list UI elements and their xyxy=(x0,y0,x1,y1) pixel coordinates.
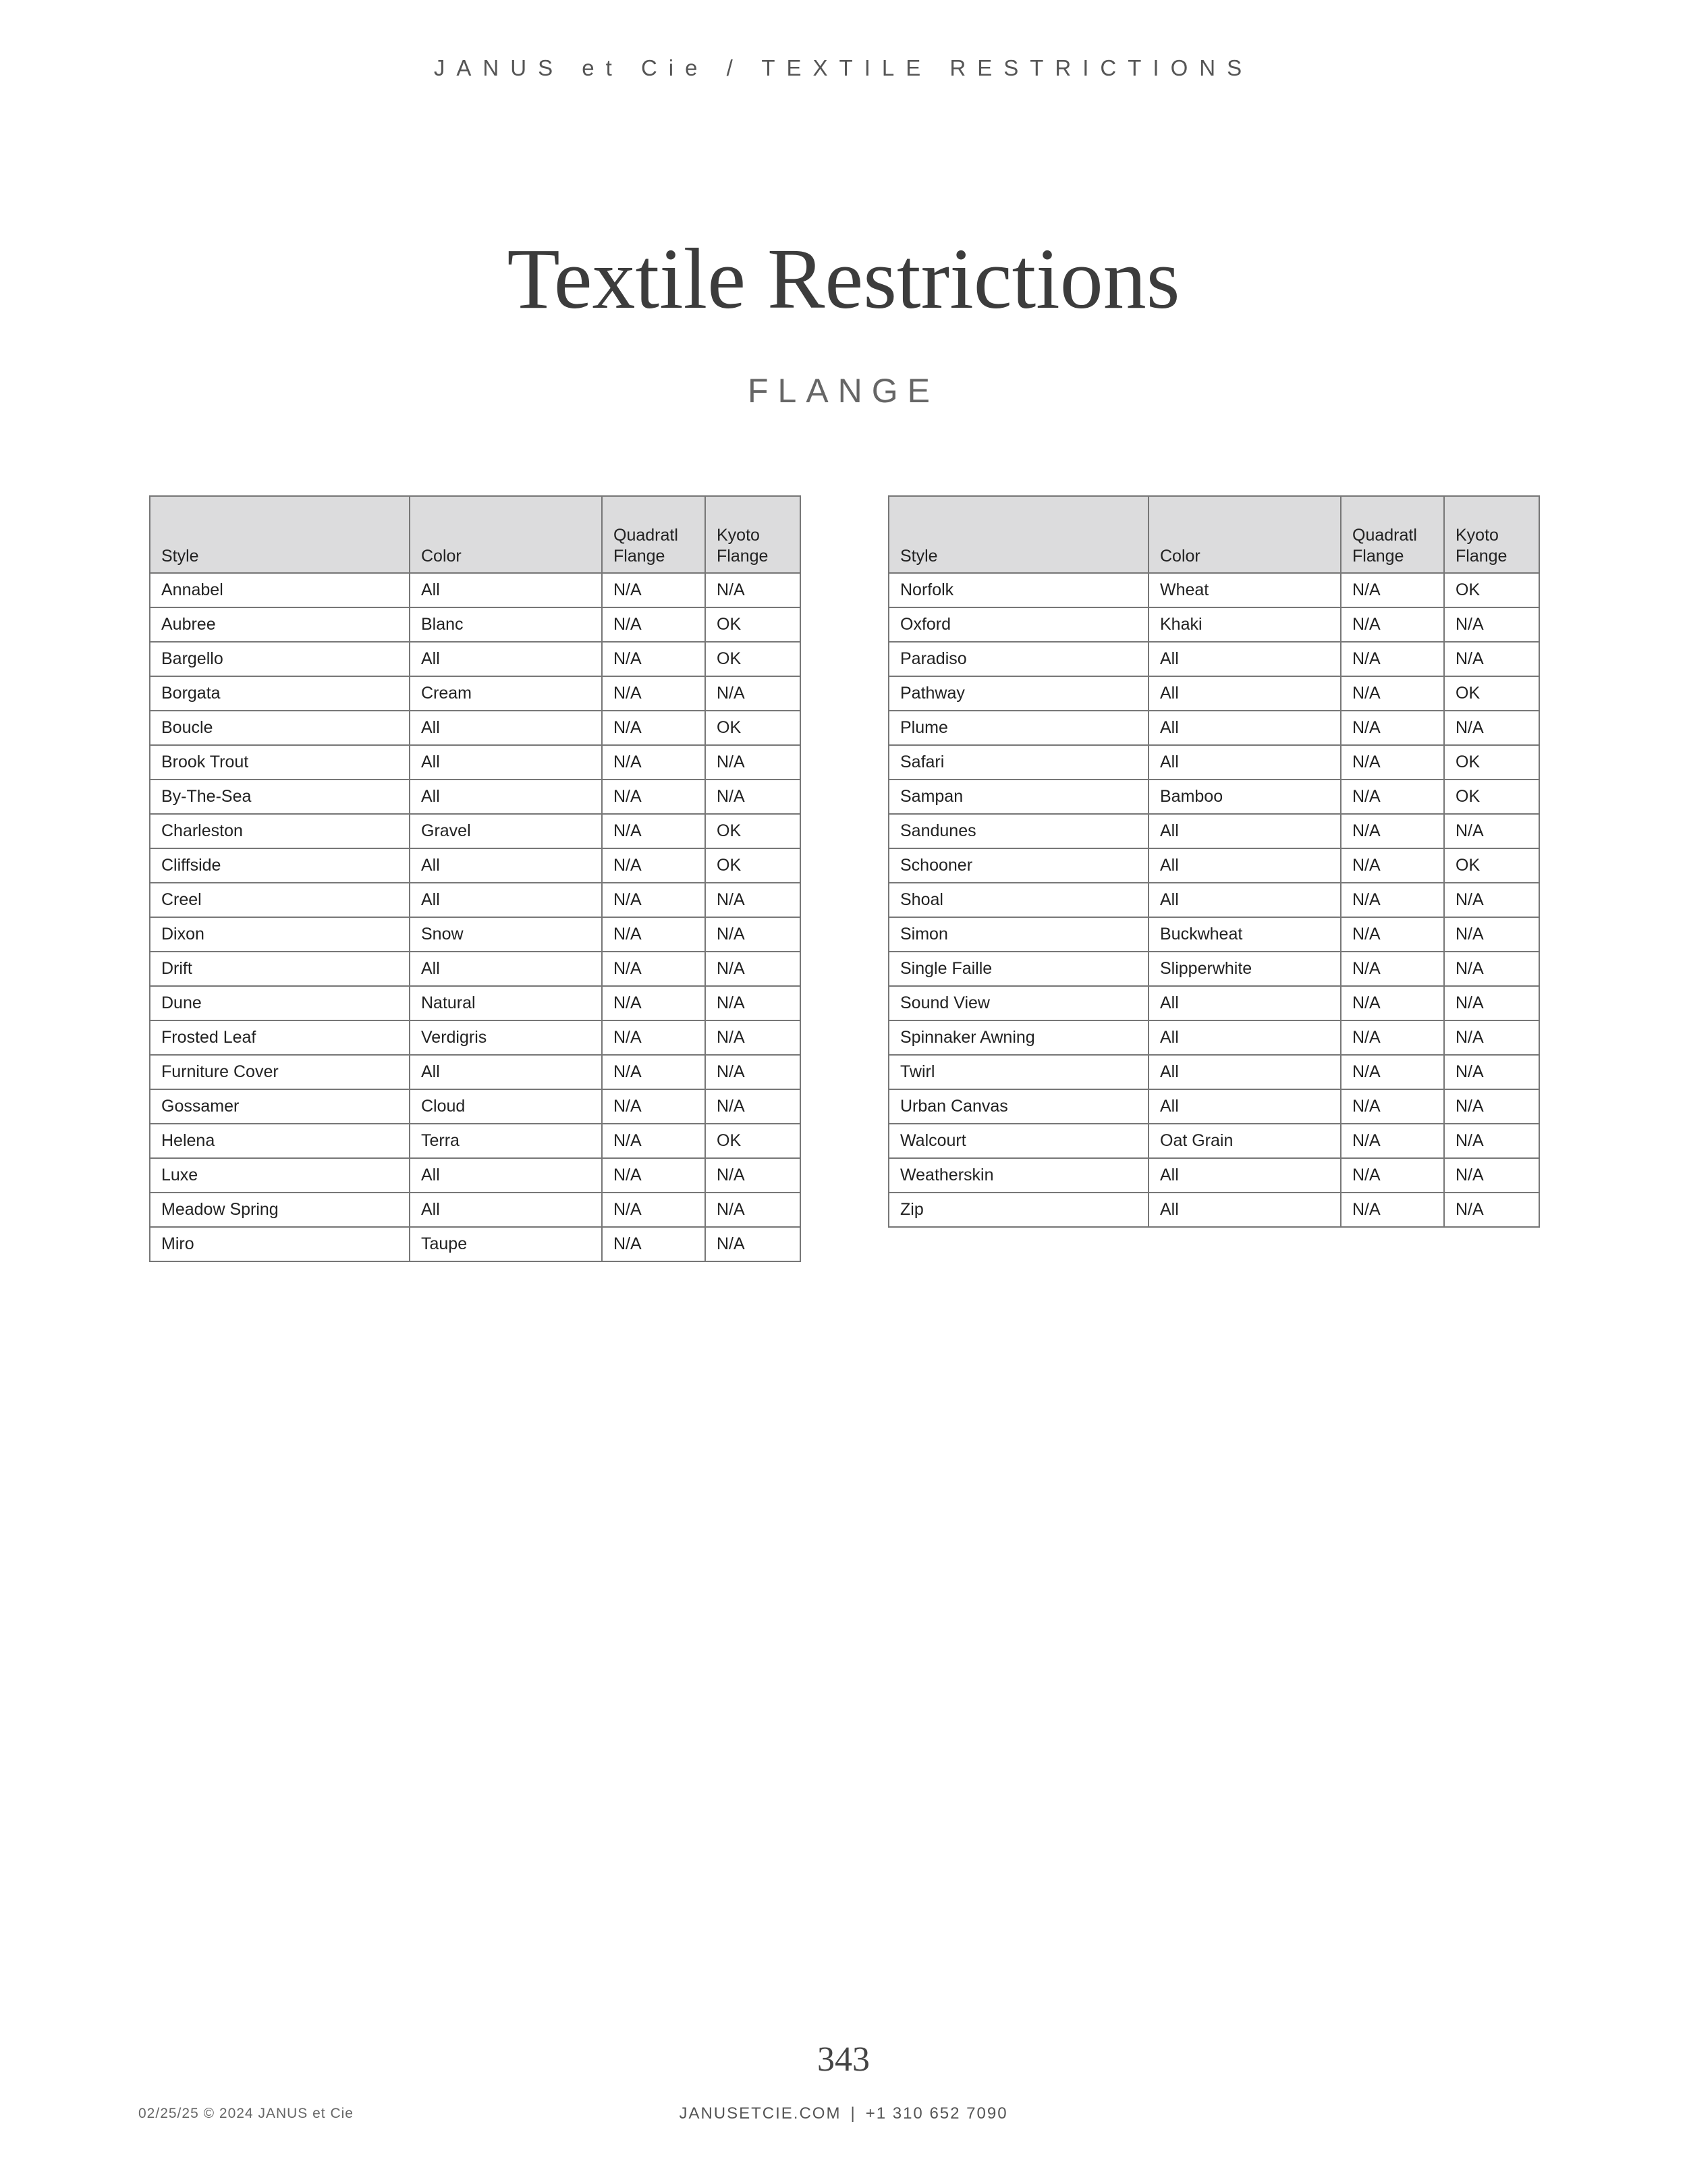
cell-quadratl-flange: N/A xyxy=(602,1227,705,1261)
cell-style: Simon xyxy=(889,917,1149,952)
cell-color: Taupe xyxy=(410,1227,602,1261)
cell-kyoto-flange: N/A xyxy=(705,952,800,986)
cell-style: Borgata xyxy=(150,676,410,711)
table-row xyxy=(150,1158,800,1193)
table-row xyxy=(889,780,1539,814)
cell-color: Cloud xyxy=(410,1089,602,1124)
cell-kyoto-flange: N/A xyxy=(1444,642,1539,676)
cell-kyoto-flange: N/A xyxy=(705,1055,800,1089)
table-row xyxy=(889,1124,1539,1158)
cell-color: All xyxy=(410,711,602,745)
table-row xyxy=(150,642,800,676)
cell-quadratl-flange: N/A xyxy=(602,848,705,883)
cell-style: Walcourt xyxy=(889,1124,1149,1158)
cell-kyoto-flange: N/A xyxy=(1444,883,1539,917)
cell-style: Creel xyxy=(150,883,410,917)
cell-quadratl-flange: N/A xyxy=(602,607,705,642)
column-header-quadratl-flange: Quadratl Flange xyxy=(602,496,705,573)
cell-kyoto-flange: N/A xyxy=(1444,1089,1539,1124)
column-header-color: Color xyxy=(410,496,602,573)
cell-kyoto-flange: N/A xyxy=(1444,1020,1539,1055)
cell-style: Frosted Leaf xyxy=(150,1020,410,1055)
column-header-style: Style xyxy=(889,496,1149,573)
restrictions-table-right xyxy=(888,495,1540,1228)
cell-color: Verdigris xyxy=(410,1020,602,1055)
cell-quadratl-flange: N/A xyxy=(1341,1193,1444,1227)
cell-style: Dune xyxy=(150,986,410,1020)
cell-color: All xyxy=(410,952,602,986)
table-header-row xyxy=(889,496,1539,573)
cell-kyoto-flange: N/A xyxy=(1444,711,1539,745)
cell-color: All xyxy=(1149,745,1341,780)
footer-separator: | xyxy=(850,2104,856,2123)
cell-quadratl-flange: N/A xyxy=(602,1193,705,1227)
table-row xyxy=(889,848,1539,883)
cell-color: All xyxy=(410,573,602,607)
cell-style: Drift xyxy=(150,952,410,986)
cell-color: Cream xyxy=(410,676,602,711)
cell-color: All xyxy=(1149,1020,1341,1055)
table-row xyxy=(150,1055,800,1089)
cell-style: Furniture Cover xyxy=(150,1055,410,1089)
cell-color: All xyxy=(410,780,602,814)
cell-style: Sampan xyxy=(889,780,1149,814)
table-header-row xyxy=(150,496,800,573)
cell-quadratl-flange: N/A xyxy=(602,1158,705,1193)
cell-kyoto-flange: N/A xyxy=(1444,1055,1539,1089)
cell-kyoto-flange: N/A xyxy=(705,1193,800,1227)
table-row xyxy=(889,917,1539,952)
page-title: Textile Restrictions xyxy=(507,231,1180,327)
column-header-color: Color xyxy=(1149,496,1341,573)
table-row xyxy=(150,917,800,952)
cell-style: Twirl xyxy=(889,1055,1149,1089)
cell-color: All xyxy=(410,745,602,780)
footer-website-link[interactable]: JANUSETCIE.COM xyxy=(679,2104,841,2123)
cell-quadratl-flange: N/A xyxy=(602,711,705,745)
cell-color: Blanc xyxy=(410,607,602,642)
cell-quadratl-flange: N/A xyxy=(602,883,705,917)
cell-kyoto-flange: N/A xyxy=(705,573,800,607)
table-row xyxy=(889,814,1539,848)
restrictions-table-left xyxy=(149,495,801,1262)
table-row xyxy=(889,1055,1539,1089)
table-row xyxy=(150,745,800,780)
cell-kyoto-flange: N/A xyxy=(1444,607,1539,642)
table-row xyxy=(889,607,1539,642)
cell-quadratl-flange: N/A xyxy=(602,780,705,814)
column-header-kyoto-flange: Kyoto Flange xyxy=(1444,496,1539,573)
cell-style: Helena xyxy=(150,1124,410,1158)
cell-color: Wheat xyxy=(1149,573,1341,607)
cell-color: All xyxy=(410,642,602,676)
cell-kyoto-flange: OK xyxy=(705,814,800,848)
cell-style: Luxe xyxy=(150,1158,410,1193)
table-row xyxy=(150,848,800,883)
table-row xyxy=(889,952,1539,986)
cell-kyoto-flange: N/A xyxy=(705,986,800,1020)
cell-style: Pathway xyxy=(889,676,1149,711)
page-number: 343 xyxy=(817,2040,870,2079)
cell-kyoto-flange: N/A xyxy=(705,676,800,711)
cell-quadratl-flange: N/A xyxy=(1341,952,1444,986)
cell-quadratl-flange: N/A xyxy=(602,1124,705,1158)
cell-quadratl-flange: N/A xyxy=(602,1020,705,1055)
cell-color: All xyxy=(410,1055,602,1089)
table-row xyxy=(889,676,1539,711)
cell-quadratl-flange: N/A xyxy=(1341,676,1444,711)
cell-kyoto-flange: N/A xyxy=(705,1158,800,1193)
cell-style: Urban Canvas xyxy=(889,1089,1149,1124)
cell-style: Zip xyxy=(889,1193,1149,1227)
cell-color: Terra xyxy=(410,1124,602,1158)
table-row xyxy=(150,883,800,917)
cell-quadratl-flange: N/A xyxy=(1341,1124,1444,1158)
cell-kyoto-flange: OK xyxy=(705,642,800,676)
table-row xyxy=(150,711,800,745)
cell-quadratl-flange: N/A xyxy=(602,573,705,607)
cell-color: All xyxy=(1149,1055,1341,1089)
column-header-quadratl-flange: Quadratl Flange xyxy=(1341,496,1444,573)
cell-style: Brook Trout xyxy=(150,745,410,780)
cell-kyoto-flange: OK xyxy=(1444,848,1539,883)
table-row xyxy=(150,1227,800,1261)
cell-kyoto-flange: N/A xyxy=(1444,1124,1539,1158)
cell-style: Aubree xyxy=(150,607,410,642)
table-row xyxy=(889,642,1539,676)
cell-style: Bargello xyxy=(150,642,410,676)
cell-style: Weatherskin xyxy=(889,1158,1149,1193)
cell-quadratl-flange: N/A xyxy=(1341,848,1444,883)
table-row xyxy=(889,573,1539,607)
cell-style: Charleston xyxy=(150,814,410,848)
cell-quadratl-flange: N/A xyxy=(1341,1089,1444,1124)
cell-style: Cliffside xyxy=(150,848,410,883)
table-row xyxy=(150,986,800,1020)
cell-style: Miro xyxy=(150,1227,410,1261)
cell-style: Boucle xyxy=(150,711,410,745)
cell-style: Schooner xyxy=(889,848,1149,883)
footer-phone: +1 310 652 7090 xyxy=(865,2104,1008,2123)
cell-kyoto-flange: OK xyxy=(705,848,800,883)
table-row xyxy=(150,814,800,848)
cell-quadratl-flange: N/A xyxy=(1341,986,1444,1020)
cell-style: Paradiso xyxy=(889,642,1149,676)
cell-color: All xyxy=(1149,1158,1341,1193)
table-row xyxy=(150,1020,800,1055)
cell-kyoto-flange: N/A xyxy=(705,1227,800,1261)
cell-color: Snow xyxy=(410,917,602,952)
table-row xyxy=(889,1158,1539,1193)
cell-kyoto-flange: OK xyxy=(705,1124,800,1158)
cell-color: All xyxy=(1149,1193,1341,1227)
table-row xyxy=(150,573,800,607)
column-header-style: Style xyxy=(150,496,410,573)
cell-style: Norfolk xyxy=(889,573,1149,607)
cell-quadratl-flange: N/A xyxy=(1341,780,1444,814)
cell-style: Meadow Spring xyxy=(150,1193,410,1227)
cell-kyoto-flange: N/A xyxy=(705,917,800,952)
cell-style: Spinnaker Awning xyxy=(889,1020,1149,1055)
cell-color: All xyxy=(1149,676,1341,711)
cell-quadratl-flange: N/A xyxy=(602,986,705,1020)
cell-color: All xyxy=(410,1193,602,1227)
cell-style: Safari xyxy=(889,745,1149,780)
cell-style: Plume xyxy=(889,711,1149,745)
cell-quadratl-flange: N/A xyxy=(1341,607,1444,642)
cell-quadratl-flange: N/A xyxy=(602,917,705,952)
cell-quadratl-flange: N/A xyxy=(602,642,705,676)
table-row xyxy=(150,676,800,711)
table-row xyxy=(150,607,800,642)
table-row xyxy=(889,1020,1539,1055)
cell-kyoto-flange: N/A xyxy=(705,780,800,814)
cell-style: Dixon xyxy=(150,917,410,952)
cell-quadratl-flange: N/A xyxy=(602,745,705,780)
cell-quadratl-flange: N/A xyxy=(1341,917,1444,952)
cell-quadratl-flange: N/A xyxy=(1341,883,1444,917)
cell-kyoto-flange: OK xyxy=(705,607,800,642)
cell-kyoto-flange: OK xyxy=(1444,676,1539,711)
cell-style: Shoal xyxy=(889,883,1149,917)
cell-style: Gossamer xyxy=(150,1089,410,1124)
cell-color: All xyxy=(1149,848,1341,883)
cell-quadratl-flange: N/A xyxy=(1341,814,1444,848)
cell-kyoto-flange: N/A xyxy=(1444,814,1539,848)
table-row xyxy=(889,1089,1539,1124)
cell-quadratl-flange: N/A xyxy=(1341,573,1444,607)
cell-color: Khaki xyxy=(1149,607,1341,642)
cell-color: All xyxy=(410,1158,602,1193)
cell-kyoto-flange: N/A xyxy=(705,883,800,917)
cell-kyoto-flange: N/A xyxy=(1444,1158,1539,1193)
table-row xyxy=(889,986,1539,1020)
cell-quadratl-flange: N/A xyxy=(1341,642,1444,676)
table-row xyxy=(889,1193,1539,1227)
cell-style: Sandunes xyxy=(889,814,1149,848)
table-row xyxy=(150,1124,800,1158)
cell-color: Oat Grain xyxy=(1149,1124,1341,1158)
cell-quadratl-flange: N/A xyxy=(1341,1055,1444,1089)
cell-kyoto-flange: OK xyxy=(1444,745,1539,780)
table-row xyxy=(889,745,1539,780)
cell-quadratl-flange: N/A xyxy=(602,952,705,986)
footer-date-copyright: 02/25/25 © 2024 JANUS et Cie xyxy=(138,2106,354,2121)
table-row xyxy=(889,883,1539,917)
cell-style: By-The-Sea xyxy=(150,780,410,814)
table-row xyxy=(150,952,800,986)
cell-kyoto-flange: N/A xyxy=(1444,1193,1539,1227)
cell-quadratl-flange: N/A xyxy=(1341,1020,1444,1055)
cell-quadratl-flange: N/A xyxy=(602,1089,705,1124)
cell-quadratl-flange: N/A xyxy=(1341,1158,1444,1193)
cell-kyoto-flange: OK xyxy=(705,711,800,745)
cell-color: All xyxy=(410,848,602,883)
cell-color: Bamboo xyxy=(1149,780,1341,814)
cell-kyoto-flange: N/A xyxy=(1444,952,1539,986)
cell-color: All xyxy=(1149,814,1341,848)
cell-quadratl-flange: N/A xyxy=(602,1055,705,1089)
running-header: JANUS et Cie / TEXTILE RESTRICTIONS xyxy=(433,55,1254,80)
cell-color: All xyxy=(1149,883,1341,917)
cell-kyoto-flange: N/A xyxy=(705,745,800,780)
section-title: FLANGE xyxy=(747,372,940,410)
cell-quadratl-flange: N/A xyxy=(1341,745,1444,780)
cell-style: Annabel xyxy=(150,573,410,607)
table-row xyxy=(889,711,1539,745)
column-header-kyoto-flange: Kyoto Flange xyxy=(705,496,800,573)
cell-style: Oxford xyxy=(889,607,1149,642)
cell-color: Slipperwhite xyxy=(1149,952,1341,986)
cell-style: Sound View xyxy=(889,986,1149,1020)
footer-contact xyxy=(0,2104,1687,2123)
cell-color: All xyxy=(410,883,602,917)
table-row xyxy=(150,780,800,814)
table-row xyxy=(150,1089,800,1124)
cell-color: All xyxy=(1149,1089,1341,1124)
cell-quadratl-flange: N/A xyxy=(602,676,705,711)
cell-kyoto-flange: N/A xyxy=(1444,986,1539,1020)
cell-kyoto-flange: N/A xyxy=(705,1020,800,1055)
cell-style: Single Faille xyxy=(889,952,1149,986)
cell-color: All xyxy=(1149,711,1341,745)
cell-color: All xyxy=(1149,642,1341,676)
cell-color: Gravel xyxy=(410,814,602,848)
cell-quadratl-flange: N/A xyxy=(1341,711,1444,745)
cell-color: Natural xyxy=(410,986,602,1020)
cell-kyoto-flange: N/A xyxy=(1444,917,1539,952)
cell-kyoto-flange: OK xyxy=(1444,573,1539,607)
cell-kyoto-flange: N/A xyxy=(705,1089,800,1124)
cell-quadratl-flange: N/A xyxy=(602,814,705,848)
table-row xyxy=(150,1193,800,1227)
cell-color: Buckwheat xyxy=(1149,917,1341,952)
cell-color: All xyxy=(1149,986,1341,1020)
cell-kyoto-flange: OK xyxy=(1444,780,1539,814)
